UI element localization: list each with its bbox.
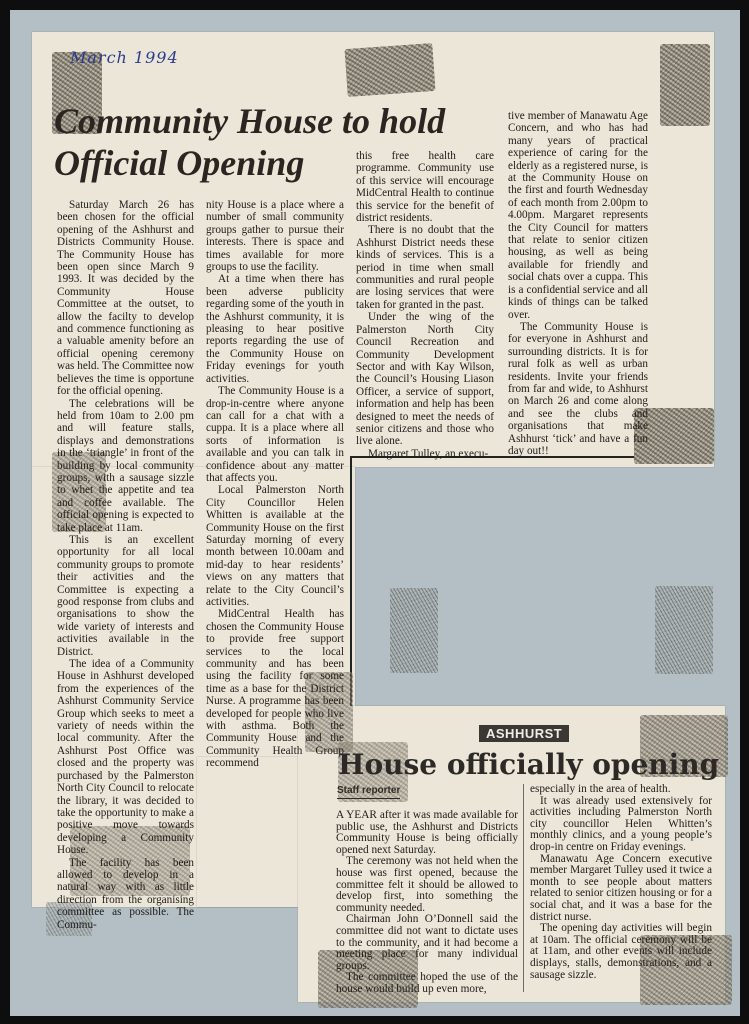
paragraph: tive member of Manawatu Age Concern, and who has had many years of practical experience of caring for the elderly as a registered nurse, is at the Community House on the first and fourth Wednesday of each month from 2.00pm to 4.00pm. Margaret represents the City Council for matters that relate to senior citizen housing, as well as being available for friendly and social chats over a cuppa. This is a confidential service and all kinds of things can be talked over. xyxy=(508,110,648,321)
adhesive-patch xyxy=(390,588,438,673)
paragraph: nity House is a place where a number of small community groups gather to pursue their interests. There is space and times available for more groups to use the facility. xyxy=(206,199,344,274)
paragraph: The Community House is a drop-in-centre where anyone can call for a chat with a cuppa. It is a place where all sorts of information is available and you can talk in confidence about any matter that affects you. xyxy=(206,385,344,484)
handwritten-date: March 1994 xyxy=(70,48,179,67)
article-column-4 xyxy=(508,110,648,465)
tape-residue xyxy=(344,43,435,97)
headline-house-opening: House officially opening xyxy=(338,748,720,781)
news-column-1 xyxy=(336,809,518,995)
paragraph: There is no doubt that the Ashhurst District needs these kinds of services. This is a period in time when small communities and rural people are losing services that were taken for granted in the past. xyxy=(356,224,494,311)
tape-residue xyxy=(660,44,710,126)
byline: Staff reporter xyxy=(337,785,400,799)
paragraph: It was already used extensively for activities including Palmerston North city councillor Helen Whitten’s monthly clinics, and a young people’s drop-in centre on Friday evenings. xyxy=(530,794,712,853)
section-tag: ASHHURST xyxy=(479,725,569,742)
paragraph: MidCentral Health has chosen the Community House to provide free support services to the local community and has been using the facility for some time as a base for the District Nurse. A programme has been developed for people who live with asthma. Both the Community House and the Community Health Group recommend xyxy=(206,608,344,770)
paragraph: Manawatu Age Concern executive member Margaret Tulley used it twice a month to see people about matters related to senior citizen housing or for a social chat, and it was a base for the district nurse. xyxy=(530,852,712,923)
paragraph: The celebrations will be held from 10am to 2.00 pm and will feature stalls, displays and demonstrations in the ‘triangle’ in front of the building by local community groups, with a sausage sizzle to whet the appetite and tea and coffee available. The official opening is expected to take place at 11am. xyxy=(57,397,194,534)
paragraph: Margaret Tulley, an execu- xyxy=(368,447,489,460)
paragraph: The idea of a Community House in Ashhurst developed from the experiences of the Ashhurst Community Service Group which seeks to meet a variety of needs within the local community. After the Ashhurst Post Office was closed and the property was purchased by the Palmerston North City Council to relocate the library, it was decided to take the opportunity to make a positive move towards developing a Community House. xyxy=(57,658,194,857)
paragraph: A YEAR after it was made available for public use, the Ashhurst and Districts Community House is being officially opened next Saturday. xyxy=(336,809,518,856)
paragraph: The opening day activities will begin at 10am. The official ceremony will be at 11am, and other events will include displays, stalls, demonstrations, and a sausage sizzle. xyxy=(530,922,712,981)
adhesive-patch xyxy=(655,586,713,674)
paragraph: especially in the area of health. xyxy=(530,783,671,795)
paragraph: this free health care programme. Community use of this service will encourage MidCentral Health to continue this service for the benefit of district residents. xyxy=(356,150,494,225)
headline-line-1: Community House to hold xyxy=(54,101,446,141)
clipping-edge-shadow-vertical xyxy=(350,456,352,706)
paragraph: The committee hoped the use of the house would build up even more, xyxy=(336,971,518,995)
paragraph: The ceremony was not held when the house was first opened, because the committee felt it should be allowed to develop first, into something the community needed. xyxy=(336,855,518,914)
column-divider xyxy=(523,784,524,992)
paragraph: Chairman John O’Donnell said the committee did not want to dictate uses to the community, and it had become a meeting place for many individual groups. xyxy=(336,913,518,972)
article-column-3 xyxy=(356,150,494,460)
paragraph: The facility has been allowed to develop in a natural way with as little direction from the organising committee as possible. The Commu- xyxy=(57,856,194,931)
paragraph: Local Palmerston North City Councillor Helen Whitten is available at the Community House on the first Saturday morning of every month between 10.00am and mid-day to hear residents’ views on any matters that relate to the City Council’s activities. xyxy=(206,484,344,608)
headline-line-2: Official Opening xyxy=(54,143,305,183)
paragraph: At a time when there has been adverse publicity regarding some of the youth in the Ashhurst community, it is pleasing to hear positive reports regarding the use of the Community House on Friday evenings for youth activities. xyxy=(206,273,344,385)
news-column-2 xyxy=(530,784,712,992)
article-column-2 xyxy=(206,199,344,770)
paragraph: The Community House is for everyone in Ashhurst and surrounding districts. It is for rural folk as well as urban residents. Invite your friends from far and wide, to Ashhurst on March 26 and come along and see the clubs and organisations that make Ashhurst ‘tick’ and have a fun day out!! xyxy=(508,320,648,457)
article-column-1 xyxy=(57,199,194,931)
paragraph: This is an excellent opportunity for all local community groups to promote their activities and the Committee is expecting a good response from clubs and organisations to show the wide variety of interests and activities available in the District. xyxy=(57,533,194,658)
paragraph: Saturday March 26 has been chosen for the official opening of the Ashhurst and Districts Community House. The Community House has been open since March 9 1993. It was decided by the Community House Committee at the outset, to allow the facilty to develop and commence functioning as a valuable amenity before an official opening ceremony was held. The Committee now believes the time is opportune for the official opening. xyxy=(57,199,194,398)
paragraph: Under the wing of the Palmerston North City Council Recreation and Community Development Sector and with Kay Wilson, the Council’s Housing Liason Officer, a service of support, information and help has been designed to meet the needs of senior citizens and those who live alone. xyxy=(356,311,494,448)
